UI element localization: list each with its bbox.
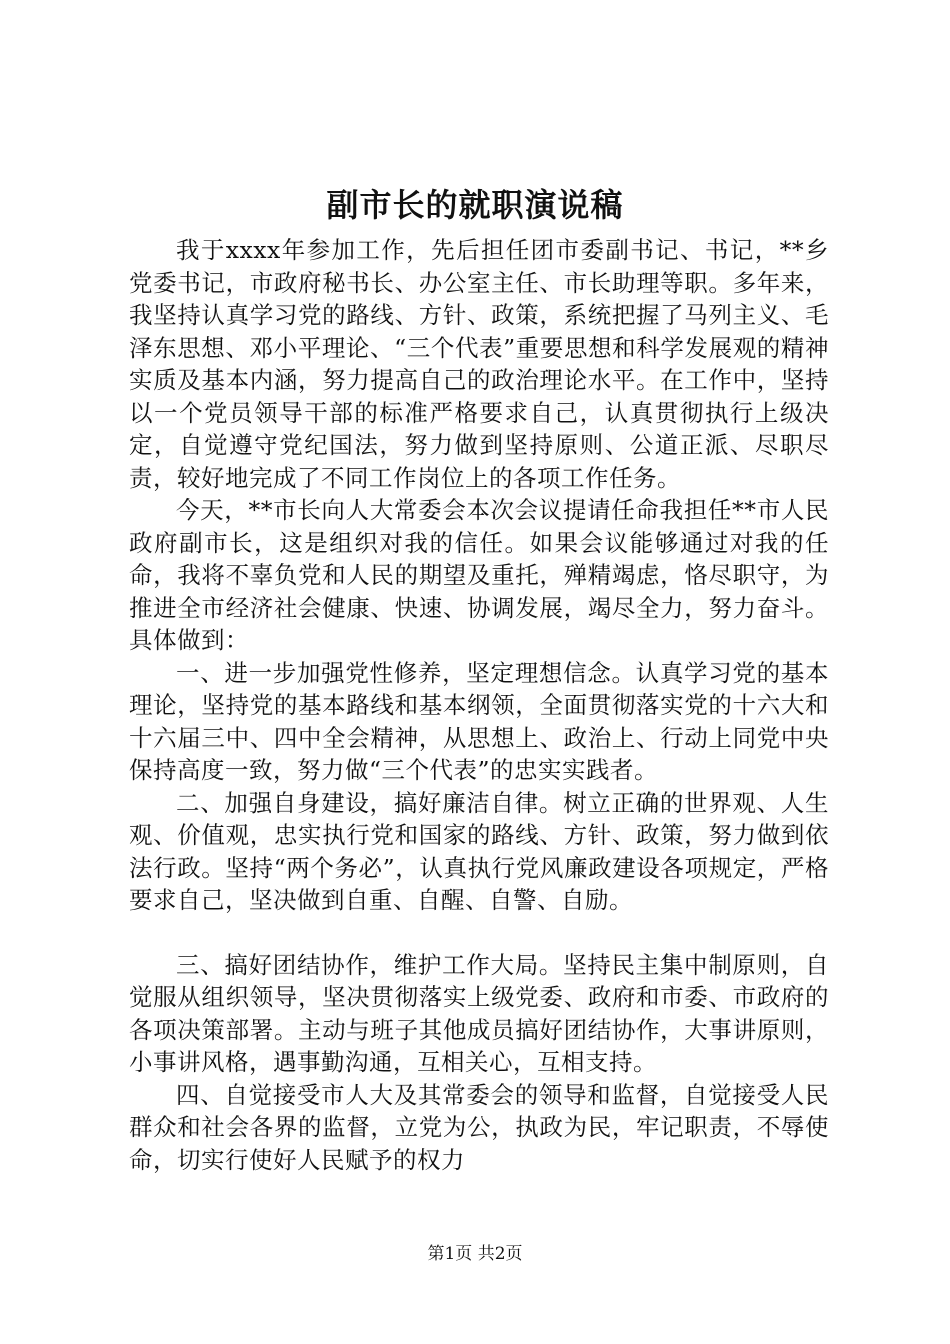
page-title: 副市长的就职演说稿 — [326, 186, 624, 224]
paragraph-appointment: 今天，**市长向人大常委会本次会议提请任命我担任**市人民政府副市长，这是组织对我的信任。如果会议能够通过对我的任命，我将不辜负党和人民的期望及重托，殚精竭虑，恪尽职守，为推进全市经济社会健康、快速、协调发展，竭尽全力，努力奋斗。具体做到： — [129, 496, 829, 654]
paragraph-background: 我于xxxx年参加工作，先后担任团市委副书记、书记，**乡党委书记，市政府秘书长、办公室主任、市长助理等职。多年来，我坚持认真学习党的路线、方针、政策，系统把握了马列主义、毛泽东思想、邓小平理论、“三个代表”重要思想和科学发展观的精神实质及基本内涵，努力提高自己的政治理论水平。在工作中，坚持以一个党员领导干部的标准严格要求自己，认真贯彻执行上级决定，自觉遵守党纪国法，努力做到坚持原则、公道正派、尽职尽责，较好地完成了不同工作岗位上的各项工作任务。 — [129, 236, 829, 492]
paragraph-point-three: 三、搞好团结协作，维护工作大局。坚持民主集中制原则，自觉服从组织领导，坚决贯彻落实上级党委、政府和市委、市政府的各项决策部署。主动与班子其他成员搞好团结协作，大事讲原则，小事讲风格，遇事勤沟通，互相关心，互相支持。 — [129, 950, 829, 1076]
paragraph-point-one: 一、进一步加强党性修养，坚定理想信念。认真学习党的基本理论，坚持党的基本路线和基本纲领，全面贯彻落实党的十六大和十六届三中、四中全会精神，从思想上、政治上、行动上同党中央保持高度一致，努力做“三个代表”的忠实实践者。 — [129, 658, 829, 784]
paragraph-point-four: 四、自觉接受市人大及其常委会的领导和监督，自觉接受人民群众和社会各界的监督，立党为公，执政为民，牢记职责，不辱使命，切实行使好人民赋予的权力 — [129, 1080, 829, 1174]
paragraph-spacer — [129, 917, 829, 949]
page-number-footer: 第1页 共2页 — [427, 1244, 523, 1264]
document-body — [129, 234, 829, 1176]
paragraph-point-two: 二、加强自身建设，搞好廉洁自律。树立正确的世界观、人生观、价值观，忠实执行党和国家的路线、方针、政策，努力做到依法行政。坚持“两个务必”，认真执行党风廉政建设各项规定，严格要求自己，坚决做到自重、自醒、自警、自励。 — [129, 788, 829, 914]
